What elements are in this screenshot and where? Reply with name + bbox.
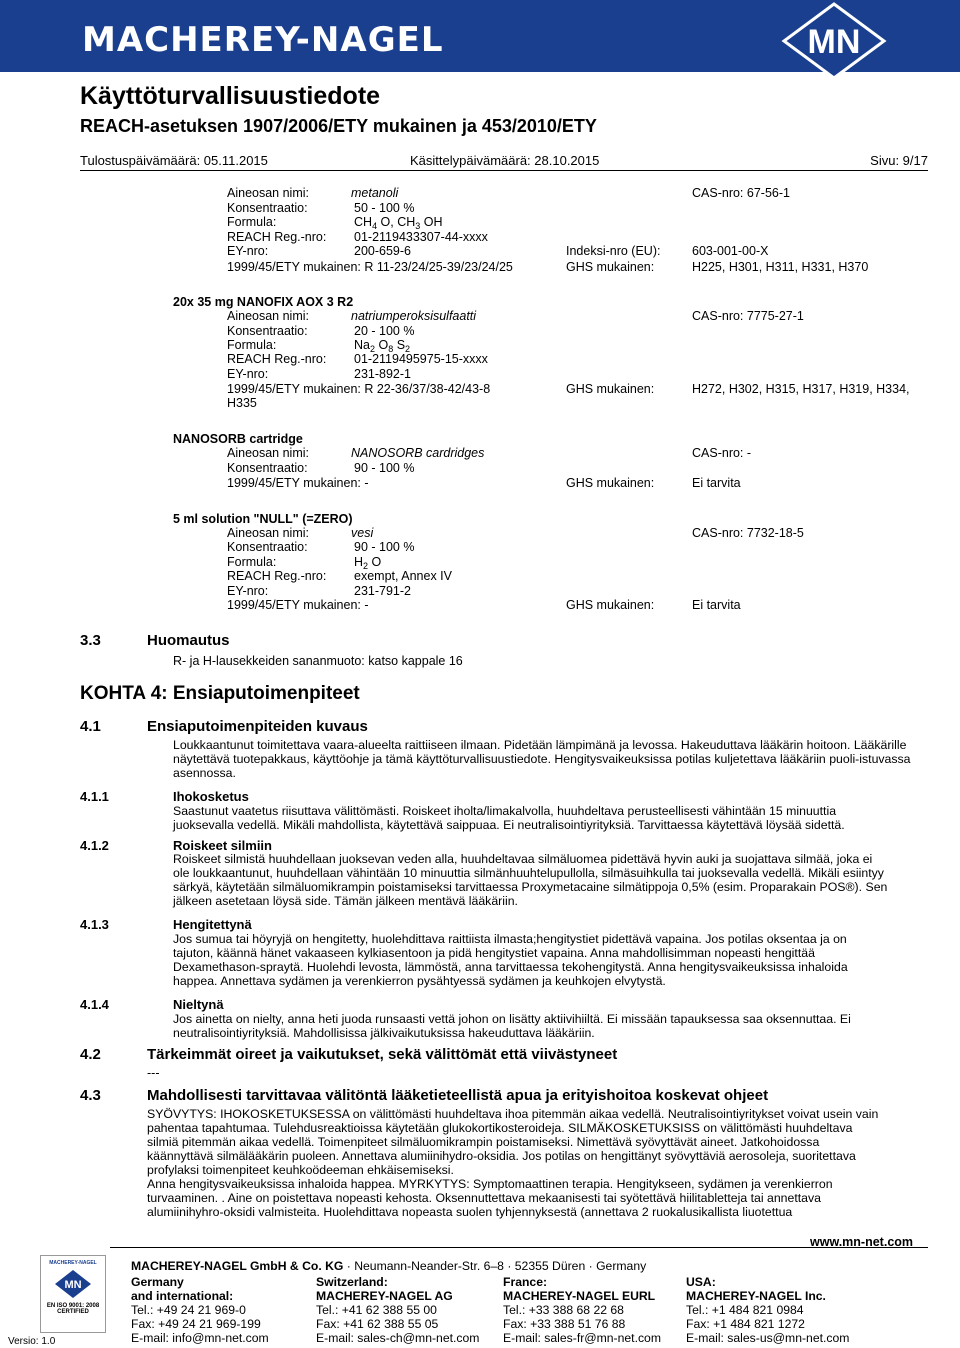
directive-classification: 1999/45/ETY mukainen: R 22-36/37/38-42/43-8 <box>227 382 491 396</box>
section-title: Huomautus <box>147 632 230 649</box>
product-heading: NANOSORB cartridge <box>173 432 303 446</box>
footer-fax: Fax: +1 484 821 1272 <box>686 1317 805 1331</box>
cas-number: CAS-nro: 7775-27-1 <box>692 309 804 323</box>
document-subtitle: REACH-asetuksen 1907/2006/ETY mukainen ja 453/2010/ETY <box>80 116 597 136</box>
footer-heading: USA: <box>686 1275 716 1289</box>
subsection-title: Nieltynä <box>173 997 224 1012</box>
footer-tel: Tel.: +1 484 821 0984 <box>686 1303 804 1317</box>
section-text: Jos ainetta on nielty, anna heti juoda runsaasti vettä johon on lisätty aktiivihiiltä. Ei missään tapauksessa saa oksennuttaa. Ei neutralisointiyrityksiä. Mahdollisissa jälkivaikutuksissa hakeuduttava lääkäriin. <box>173 1012 851 1040</box>
section-number: 4.2 <box>80 1046 101 1063</box>
label: EY-nro: <box>227 584 269 598</box>
process-date: Käsittelypäivämäärä: 28.10.2015 <box>410 153 600 168</box>
ey-number: 231-791-2 <box>354 584 411 598</box>
footer-email[interactable]: E-mail: sales-us@mn-net.com <box>686 1331 850 1345</box>
concentration: 90 - 100 % <box>354 540 415 554</box>
component-name: metanoli <box>351 186 399 200</box>
directive-classification: 1999/45/ETY mukainen: - <box>227 598 369 612</box>
page-number: Sivu: 9/17 <box>870 153 928 168</box>
section-text: --- <box>147 1066 160 1080</box>
section-title: Mahdollisesti tarvittavaa välitöntä lääketieteellistä apua ja erityishoitoa koskevat ohjeet <box>147 1087 769 1104</box>
subsection-number: 4.1.1 <box>80 789 109 804</box>
concentration: 90 - 100 % <box>354 461 415 475</box>
label: GHS mukainen: <box>566 598 655 612</box>
label: Formula: <box>227 215 277 229</box>
subsection-title: Ihokosketus <box>173 789 249 804</box>
footer-email[interactable]: E-mail: sales-fr@mn-net.com <box>503 1331 661 1345</box>
section-text: Roiskeet silmistä huuhdellaan juoksevan veden alla, huuhdeltavaa silmäluomea pidettävä hyvin auki ja suojattava silmää, joka ei ole loukkaantunut, huuhdellaan vähintään 10 minuuttia silmänhuuhtelupullolla, silmäsuihkulla tai juoksevalla vedellä. Mikäli esiintyy särkyä, käytetään silmäluomikrampin poistamiseksi tarvittaessa Proxymetacaine silmätippoja 0,5% (esim. Proparakain POS®). Sen jälkeen asetetaan löysä side. Tämän jälkeen mentävä lääkäriin. <box>173 852 888 908</box>
label: Konsentraatio: <box>227 324 308 338</box>
index-number: 603-001-00-X <box>692 244 769 258</box>
section-text: R- ja H-lausekkeiden sananmuoto: katso kappale 16 <box>173 654 463 668</box>
footer-company: MACHEREY-NAGEL GmbH & Co. KG · Neumann-Neander-Str. 6–8 · 52355 Düren · Germany <box>131 1259 647 1273</box>
ghs-classification: Ei tarvita <box>692 598 741 612</box>
chapter-heading: KOHTA 4: Ensiaputoimenpiteet <box>80 683 360 704</box>
section-title: Ensiaputoimenpiteiden kuvaus <box>147 718 368 735</box>
mn-badge-icon <box>53 1269 93 1299</box>
footer-fax: Fax: +41 62 388 55 05 <box>316 1317 439 1331</box>
formula: $H_2$ O <box>354 555 382 571</box>
reach-number: 01-2119433307-44-xxxx <box>354 230 488 244</box>
product-heading: 20x 35 mg NANOFIX AOX 3 R2 <box>173 295 354 309</box>
section-text: SYÖVYTYS: IHOKOSKETUKSESSA on välittömästi huuhdeltava ihoa pitemmän aikaa vedellä. Neutralisointiyritykset voivat usein vain pahentaa tapahtumaa. Tulehdusreaktioissa käytetään glukokortikosteroideja. SILMÄKOSKETUKSISS on välittömästi huuhdeltava silmiä pitemmän aikaa vedellä. Toimenpiteet silmäluomikrampin poistamiseksi. Nimettävä syövyttävät aineet. Jatkohoidossa käännyttävä silmälääkärin puoleen. Annettava alumiinihydro-oksidia. Jos potilas on hengittänyt syövyttäviä aerosoleja, suoritettava profylaksi toimenpiteet keuhkoödeeman ehkäisemiseksi. Anna hengitysvaikeuksissa inhaloida happea. MYRKYTYS: Symptomaattinen terapia. Hengitykseen, sydämen ja verenkierron turvaaminen. . Aine on poistettava nopeasti kehosta. Oksennuttettava mekaanisesti tai syötettävä hiilitabletteja tai annettava alumiinihyhro-oksidi valmisteita. Huolehdittava nopeasta suolen tyhjennyksestä (annettava 2 ruokalusikallista liuotettua <box>147 1107 879 1219</box>
label: EY-nro: <box>227 367 269 381</box>
cas-number: CAS-nro: 67-56-1 <box>692 186 790 200</box>
ghs-classification: H272, H302, H315, H317, H319, H334, <box>692 382 910 396</box>
ey-number: 231-892-1 <box>354 367 411 381</box>
iso-certificate-badge <box>40 1255 106 1333</box>
formula: $CH_4$ O, $CH_3$ OH <box>354 215 443 231</box>
product-heading: 5 ml solution "NULL" (=ZERO) <box>173 512 353 526</box>
subsection-number: 4.1.3 <box>80 917 109 932</box>
mn-logo-icon <box>778 2 890 80</box>
concentration: 20 - 100 % <box>354 324 415 338</box>
directive-classification: 1999/45/ETY mukainen: R 11-23/24/25-39/23/24/25 <box>227 260 513 274</box>
footer-heading: and international: <box>131 1289 234 1303</box>
component-name: NANOSORB cardridges <box>351 446 485 460</box>
footer-website[interactable]: www.mn-net.com <box>810 1235 914 1249</box>
label: Aineosan nimi: <box>227 526 309 540</box>
label: Formula: <box>227 555 277 569</box>
footer-tel: Tel.: +41 62 388 55 00 <box>316 1303 437 1317</box>
section-number: 4.3 <box>80 1087 101 1104</box>
label: Konsentraatio: <box>227 201 308 215</box>
footer-fax: Fax: +49 24 21 969-199 <box>131 1317 261 1331</box>
subsection-number: 4.1.4 <box>80 997 109 1012</box>
document-title: Käyttöturvallisuustiedote <box>80 82 381 110</box>
footer-tel: Tel.: +49 24 21 969-0 <box>131 1303 246 1317</box>
label: Konsentraatio: <box>227 461 308 475</box>
formula: $Na_2$ $O_8$ $S_2$ <box>354 338 411 354</box>
component-name: natriumperoksisulfaatti <box>351 309 477 323</box>
cas-number: CAS-nro: - <box>692 446 752 460</box>
section-text: Jos sumua tai höyryjä on hengitetty, huolehdittava raittiista ilmasta;hengitystiet pidettävä vapaina. Jos potilas oksentaa ja on tajuton, käännä hänet vakaaseen kylkiasentoon ja pidä hengitystiet vapaina. Anna mahdollisimman nopeasti hengittää Dexamethason-spraytä. Huolehdi levosta, lämmöstä, anna tarvittaessa tekohengitystä. Anna hengitysvaikeuksissa inhaloida happea. Annettava sydämen ja verenkierron pysähtyessä sydämen ja keuhkojen elvytystä. <box>173 932 848 988</box>
label: GHS mukainen: <box>566 260 655 274</box>
label: Formula: <box>227 338 277 352</box>
footer-divider <box>110 1247 928 1248</box>
brand-name: MACHEREY-NAGEL <box>82 20 444 60</box>
label: Aineosan nimi: <box>227 186 309 200</box>
subsection-title: Hengitettynä <box>173 917 252 932</box>
footer-heading: France: <box>503 1275 548 1289</box>
label: REACH Reg.-nro: <box>227 569 327 583</box>
ey-number: 200-659-6 <box>354 244 411 258</box>
subsection-title: Roiskeet silmiin <box>173 838 272 853</box>
section-text: Loukkaantunut toimitettava vaara-alueelta raittiiseen ilmaan. Pidetään lämpimänä ja levossa. Hakeuduttava lääkärin hoitoon. Lääkärille näytettävä tuotepakkaus, käyttöohje ja tämä käyttöturvallisuustiedote. Hengitysvaikeuksissa potilas kuljetettava lääkäriin puoli-istuvassa asennossa. <box>173 738 911 780</box>
label: GHS mukainen: <box>566 382 655 396</box>
reach-number: exempt, Annex IV <box>354 569 452 583</box>
iso-text: EN ISO 9001: 2008 <box>46 1303 100 1309</box>
label: EY-nro: <box>227 244 269 258</box>
svg-text:MN: MN <box>64 1279 82 1291</box>
iso-text: CERTIFIED <box>57 1309 89 1315</box>
label: REACH Reg.-nro: <box>227 352 327 366</box>
footer-tel: Tel.: +33 388 68 22 68 <box>503 1303 624 1317</box>
directive-classification-cont: H335 <box>227 396 257 410</box>
reach-number: 01-2119495975-15-xxxx <box>354 352 488 366</box>
footer-heading: MACHEREY-NAGEL EURL <box>503 1289 656 1303</box>
iso-brand: MACHEREY-NAGEL <box>49 1260 97 1266</box>
section-number: 4.1 <box>80 718 101 735</box>
svg-text:MN: MN <box>807 23 861 61</box>
label: Konsentraatio: <box>227 540 308 554</box>
label: GHS mukainen: <box>566 476 655 490</box>
footer-heading: MACHEREY-NAGEL AG <box>316 1289 453 1303</box>
ghs-classification: H225, H301, H311, H331, H370 <box>692 260 869 274</box>
cas-number: CAS-nro: 7732-18-5 <box>692 526 804 540</box>
version: Versio: 1.0 <box>8 1336 56 1347</box>
footer-heading: MACHEREY-NAGEL Inc. <box>686 1289 826 1303</box>
header-divider <box>80 170 928 171</box>
label: Indeksi-nro (EU): <box>566 244 661 258</box>
print-date: Tulostuspäivämäärä: 05.11.2015 <box>80 153 268 168</box>
subsection-number: 4.1.2 <box>80 838 109 853</box>
label: Aineosan nimi: <box>227 309 309 323</box>
ghs-classification: Ei tarvita <box>692 476 741 490</box>
footer-heading: Switzerland: <box>316 1275 388 1289</box>
document-meta <box>80 153 928 169</box>
label: REACH Reg.-nro: <box>227 230 327 244</box>
label: Aineosan nimi: <box>227 446 309 460</box>
footer-email[interactable]: E-mail: info@mn-net.com <box>131 1331 269 1345</box>
footer-heading: Germany <box>131 1275 184 1289</box>
section-title: Tärkeimmät oireet ja vaikutukset, sekä välittömät että viivästyneet <box>147 1046 618 1063</box>
section-number: 3.3 <box>80 632 101 649</box>
section-text: Saastunut vaatetus riisuttava välittömästi. Roiskeet iholta/limakalvolla, huuhdeltava perusteellisesti vähintään 15 minuuttia juoksevalla vedellä. Mikäli mahdollista, käytettävä saippuaa. Ei neutralisointiyrityksiä. Tarvittaessa käytettävä löysää sidettä. <box>173 804 845 832</box>
footer-fax: Fax: +33 388 51 76 88 <box>503 1317 626 1331</box>
footer-email[interactable]: E-mail: sales-ch@mn-net.com <box>316 1331 480 1345</box>
component-name: vesi <box>351 526 374 540</box>
concentration: 50 - 100 % <box>354 201 415 215</box>
directive-classification: 1999/45/ETY mukainen: - <box>227 476 369 490</box>
